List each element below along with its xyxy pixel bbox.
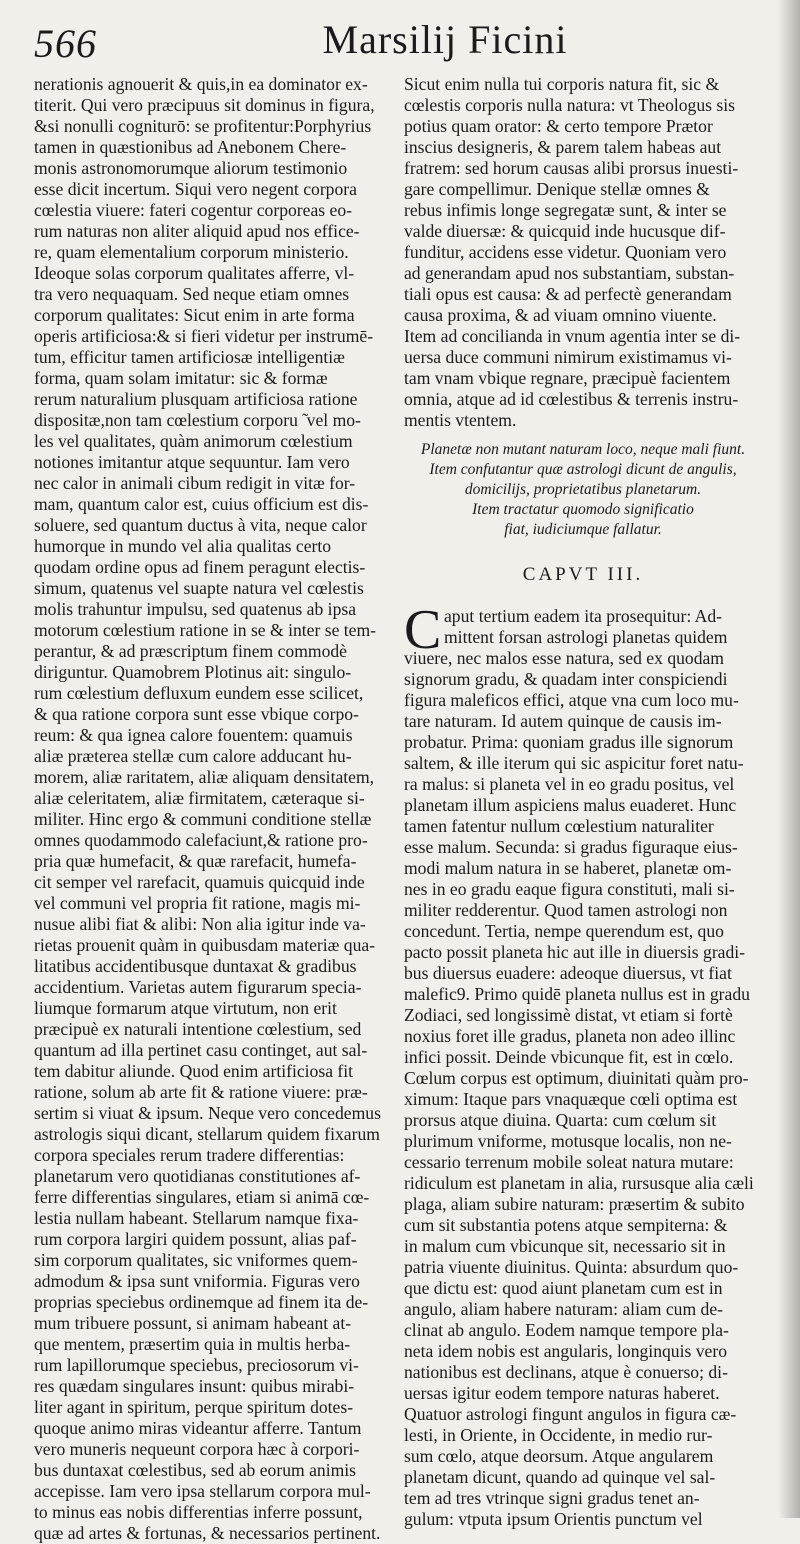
text-line: planetarum vero quotidianas constitutiones af-	[34, 1166, 361, 1186]
text-line: nusue alibi fiat & alibi: Non alia igitur inde va-	[34, 914, 366, 934]
text-line: cessario terrenum mobile soleat natura mutare:	[404, 1152, 734, 1172]
scan-shadow-edge	[778, 0, 800, 1518]
text-line: rum lapillorumque speciebus, preciosorum vi-	[34, 1355, 359, 1375]
text-line: tem ad tres vtrinque signi gradus tenet an-	[404, 1488, 700, 1508]
summary-line: fiat, iudiciumque fallatur.	[504, 521, 662, 538]
text-line: causa proxima, & ad viuam omnino viuente.	[404, 305, 717, 325]
text-line: tam vnam vbique regnare, præcipuè facientem	[404, 368, 731, 388]
text-line: dispositæ,non tam cœlestium corporu ̃ vel mo-	[34, 410, 361, 430]
chapter-heading: CAPVT III.	[522, 564, 644, 585]
text-line: humorque in mundo vel alia qualitas certo	[34, 536, 332, 556]
text-line: tamen in quæstionibus ad Anebonem Chere-	[34, 137, 347, 157]
text-line: signorum gradu, & quadam inter conspiciendi	[404, 669, 728, 689]
text-line: res quædam singulares insunt: quibus mirabi-	[34, 1376, 355, 1396]
text-line: omnia, atque ad id cœlestibus & terrenis instru-	[404, 389, 739, 409]
text-line: tare naturam. Id autem quinque de causis im-	[404, 711, 722, 731]
text-line: corporum qualitates: Sicut enim in arte forma	[34, 305, 355, 325]
text-line: titerit. Qui vero præcipuus sit dominus in figura,	[34, 95, 375, 115]
text-line: operis artificiosa:& si fieri videtur per instrumē-	[34, 326, 374, 346]
text-line: gare compellimur. Denique stellæ omnes &	[404, 179, 710, 199]
text-line: tamen fatentur nullum cœlestium naturaliter	[404, 816, 714, 836]
text-line: re, quam elementalium corporum ministerio.	[34, 242, 349, 262]
text-line: astrologis siqui dicant, stellarum quidem fixarum	[34, 1124, 380, 1144]
text-line: que mentem, præsertim quia in multis herba-	[34, 1334, 351, 1354]
text-line: rum naturas non aliter aliquid apud nos effice-	[34, 221, 360, 241]
text-line: neta idem nobis est angularis, longinquis vero	[404, 1341, 727, 1361]
text-line: patria viuente diuinitus. Quinta: absurdum quo-	[404, 1257, 739, 1277]
text-line: viuere, nec malos esse natura, sed ex quodam	[404, 648, 724, 668]
text-line: gulum: vtputa ipsum Orientis punctum vel	[404, 1509, 703, 1529]
text-line: nationibus est declinans, atque è conuerso; di-	[404, 1362, 728, 1382]
text-line: esse malum. Secunda: si gradus figuraque eius-	[404, 837, 738, 857]
text-line: simum, quatenus vel suapte natura vel cœlestis	[34, 578, 364, 598]
text-line: rerum naturalium plusquam artificiosa ratione	[34, 389, 358, 409]
text-line: potius quam orator: & certo tempore Prætor	[404, 116, 713, 136]
text-line: pria quæ humefacit, & quæ rarefacit, humefa-	[34, 851, 357, 871]
text-line: militer redderentur. Quod tamen astrologi non	[404, 900, 728, 920]
text-line: ra malus: si planeta vel in eo gradu positus, vel	[404, 774, 735, 794]
text-line: militer. Hinc ergo & communi conditione stellæ	[34, 809, 372, 829]
text-line: tiali opus est causa: & ad perfectè generandam	[404, 284, 732, 304]
text-line: cœlestia viuere: fateri cogentur corporeas eo-	[34, 200, 352, 220]
text-line: omnes quodammodo calefaciunt,& ratione pro-	[34, 830, 368, 850]
text-line: infici possit. Deinde vbicunque fit, est in cœlo.	[404, 1047, 734, 1067]
text-line: præcipuè ex naturali intentione cœlestium, sed	[34, 1019, 362, 1039]
text-line: quodam ordine opus ad finem peragunt electis-	[34, 557, 366, 577]
text-line: quæ ad artes & fortunas, & necessarios pertinent.	[34, 1523, 381, 1543]
text-line: modi malum natura in se haberet, planetæ om-	[404, 858, 732, 878]
text-line: saltem, & ille iterum qui sic aspicitur foret natu-	[404, 753, 744, 773]
text-line: ximum: Itaque pars vnaquæque cœli optima est	[404, 1089, 738, 1109]
text-line: admodum & ipsa sunt vniformia. Figuras vero	[34, 1271, 360, 1291]
left-column	[34, 74, 388, 1544]
text-line: Cœlum corpus est optimum, diuinitati quàm pro-	[404, 1068, 749, 1088]
text-line: rietas prouenit quàm in quibusdam materiæ qua-	[34, 935, 376, 955]
text-line: in malum cum vbicunque sit, necessario sit in	[404, 1236, 726, 1256]
text-line: liter agant in spiritum, perque spiritum dotes-	[34, 1397, 354, 1417]
text-line: bus diuersus euadere: adeoque diuersus, vt fiat	[404, 963, 732, 983]
text-line: molis trahuntur impulsu, sed quatenus ab ipsa	[34, 599, 357, 619]
text-line: figura maleficos effici, atque vna cum loco mu-	[404, 690, 739, 710]
text-line: accidentium. Varietas autem figurarum specia-	[34, 977, 362, 997]
text-line: nerationis agnouerit & quis,in ea dominator ex-	[34, 74, 368, 94]
text-line: noxius foret ille gradus, planeta non adeo illinc	[404, 1026, 736, 1046]
text-line: esse dicit incertum. Siqui vero negent corpora	[34, 179, 357, 199]
text-line: valde diuersæ: & quicquid inde hucusque dif-	[404, 221, 726, 241]
text-line: notiones imitantur atque sequuntur. Iam vero	[34, 452, 350, 472]
text-line: ridiculum est planetam in alia, rursusque alia cæli	[404, 1173, 754, 1193]
text-line: planetam dicunt, quando ad quinque vel sal-	[404, 1467, 716, 1487]
text-line: liumque formarum atque virtutum, non erit	[34, 998, 337, 1018]
text-line: nes in eo gradu eaque figura constituti, mali si-	[404, 879, 735, 899]
text-line: & qua ratione corpora sunt esse vbique corpo-	[34, 704, 359, 724]
text-line: bus duntaxat cœlestibus, sed ab eorum animis	[34, 1460, 357, 1480]
text-line: fratrem: sed horum causas alibi prorsus inuesti-	[404, 158, 739, 178]
text-line: inscius designeris, & parem talem habeas aut	[404, 137, 722, 157]
summary-line: Item tractatur quomodo significatio	[472, 501, 694, 518]
text-line: to minus eas nobis differentias inferre possunt,	[34, 1502, 363, 1522]
text-line: sertim si viuat & ipsum. Neque vero concedemus	[34, 1103, 381, 1123]
text-line: ratione, solum ab arte fit & ratione viuere: præ-	[34, 1082, 368, 1102]
text-line: que dictu est: quod aiunt planetam cum est in	[404, 1278, 723, 1298]
text-line: proprias speciebus ordinemque ad finem ita de-	[34, 1292, 369, 1312]
text-line: tra vero nequaquam. Sed neque etiam omnes	[34, 284, 350, 304]
summary-line: Item confutantur quæ astrologi dicunt de angulis,	[429, 461, 737, 478]
text-line: cit semper vel rarefacit, quamuis quicquid inde	[34, 872, 365, 892]
text-line: uersa duce communi nimirum existimamus vi-	[404, 347, 732, 367]
text-line: pacto possit planeta hic aut ille in diuersis gradi-	[404, 942, 746, 962]
text-line: sum cœlo, atque deorsum. Atque angularem	[404, 1446, 714, 1466]
text-line: vero muneris nequeunt corpora hæc à corpori-	[34, 1439, 360, 1459]
text-line: aput tertium eadem ita prosequitur: Ad-	[444, 606, 723, 626]
text-line: Ideoque solas corporum qualitates afferre, vl-	[34, 263, 355, 283]
text-line: cum sit substantia potens atque sempiterna: &	[404, 1215, 728, 1235]
text-line: ad generandam apud nos substantiam, substan-	[404, 263, 735, 283]
text-line: tum, efficitur tamen artificiosæ intelligentiæ	[34, 347, 345, 367]
text-line: prorsus atque diuina. Quarta: cum cœlum sit	[404, 1110, 717, 1130]
text-line: Sicut enim nulla tui corporis natura fit, sic &	[404, 74, 720, 94]
text-line: concedunt. Tertia, nempe querendum est, quo	[404, 921, 724, 941]
text-line: diriguntur. Quamobrem Plotinus ait: singulo-	[34, 662, 352, 682]
text-line: planetam illum aspiciens malus euaderet. Hunc	[404, 795, 737, 815]
text-line: litatibus accidentibusque duntaxat & gradibus	[34, 956, 357, 976]
text-line: aliæ celeritatem, aliæ firmitatem, cæteraque si-	[34, 788, 365, 808]
text-line: probatur. Prima: quoniam gradus ille signorum	[404, 732, 734, 752]
drop-cap: C	[404, 599, 442, 661]
text-line: Item ad concilianda in vnum agentia inter se di-	[404, 326, 741, 346]
text-line: rebus infimis longe segregatæ sunt, & inter se	[404, 200, 727, 220]
text-line: Quatuor astrologi fingunt angulos in figura cæ-	[404, 1404, 737, 1424]
text-line: les vel qualitates, quàm animorum cœlestium	[34, 431, 353, 451]
text-line: reum: & qua ignea calore fouentem: quamuis	[34, 725, 353, 745]
text-line: quoque animo miras videantur afferre. Tantum	[34, 1418, 362, 1438]
text-line: Zodiaci, sed longissimè distat, vt etiam si fortè	[404, 1005, 733, 1025]
text-line: soluere, sed quantum ductus à vita, neque calor	[34, 515, 367, 535]
text-line: cœlestis corporis nulla natura: vt Theologus sis	[404, 95, 735, 115]
text-line: uersas igitur eodem tempore naturas haberet.	[404, 1383, 720, 1403]
text-line: rum cœlestium defluxum eundem esse scilicet,	[34, 683, 364, 703]
text-line: accepisse. Iam vero ipsa stellarum corpora mul-	[34, 1481, 371, 1501]
text-line: mam, quantum calor est, cuius officium est dis-	[34, 494, 369, 514]
text-line: forma, quam solam imitatur: sic & formæ	[34, 368, 328, 388]
text-line: sim corporum qualitates, sic vniformes quem-	[34, 1250, 358, 1270]
text-line: &si nonulli cogniturō: se profitentur:Porphyrius	[34, 116, 372, 136]
text-line: perantur, & ad præscriptum finem commodè	[34, 641, 347, 661]
text-line: plurimum vniforme, motusque localis, non ne-	[404, 1131, 732, 1151]
text-line: corpora speciales rerum tradere differentias:	[34, 1145, 345, 1165]
text-line: plaga, aliam subire naturam: præsertim & subito	[404, 1194, 745, 1214]
text-line: tem dabitur aliunde. Quod enim artificiosa fit	[34, 1061, 354, 1081]
text-line: aliæ præterea stellæ cum calore adducant hu-	[34, 746, 352, 766]
right-column-top	[404, 74, 762, 431]
text-line: mittent forsan astrologi planetas quidem	[444, 627, 728, 647]
text-line: mentis vtentem.	[404, 410, 517, 430]
text-line: nec calor in animali cibum redigit in vitæ for-	[34, 473, 356, 493]
text-line: vel communi vel propria fit ratione, magis mi-	[34, 893, 361, 913]
text-line: monis astronomorumque aliorum testimonio	[34, 158, 348, 178]
right-column-body	[404, 599, 762, 1530]
text-line: ferre differentias singulares, etiam si animā cœ-	[34, 1187, 370, 1207]
text-line: malefic9. Primo quidē planeta nullus est in gradu	[404, 984, 750, 1004]
text-line: motorum cœlestium ratione in se & inter se tem-	[34, 620, 377, 640]
text-line: angulo, aliam habere naturam: aliam cum de-	[404, 1299, 723, 1319]
summary-line: domicilijs, proprietatibus planetarum.	[464, 481, 702, 498]
summary-line: Planetæ non mutant naturam loco, neque mali fiunt.	[420, 441, 746, 458]
text-line: lestia nullam habeant. Stellarum namque fixa-	[34, 1208, 359, 1228]
chapter-summary	[404, 440, 762, 540]
text-line: rum corpora largiri quidem possunt, alias paf-	[34, 1229, 357, 1249]
text-line: quantum ad illa pertinet casu continget, aut sal-	[34, 1040, 368, 1060]
text-line: funditur, accidens esse videtur. Quoniam vero	[404, 242, 727, 262]
page-number: 566	[34, 21, 97, 66]
running-title: Marsilij Ficini	[322, 17, 568, 62]
text-line: mum tribuere possunt, si animam habeant at-	[34, 1313, 352, 1333]
text-line: morem, aliæ raritatem, aliæ aliquam densitatem,	[34, 767, 375, 787]
text-line: clinat ab angulo. Eodem namque tempore pla-	[404, 1320, 729, 1340]
text-line: lesti, in Oriente, in Occidente, in medio rur-	[404, 1425, 713, 1445]
